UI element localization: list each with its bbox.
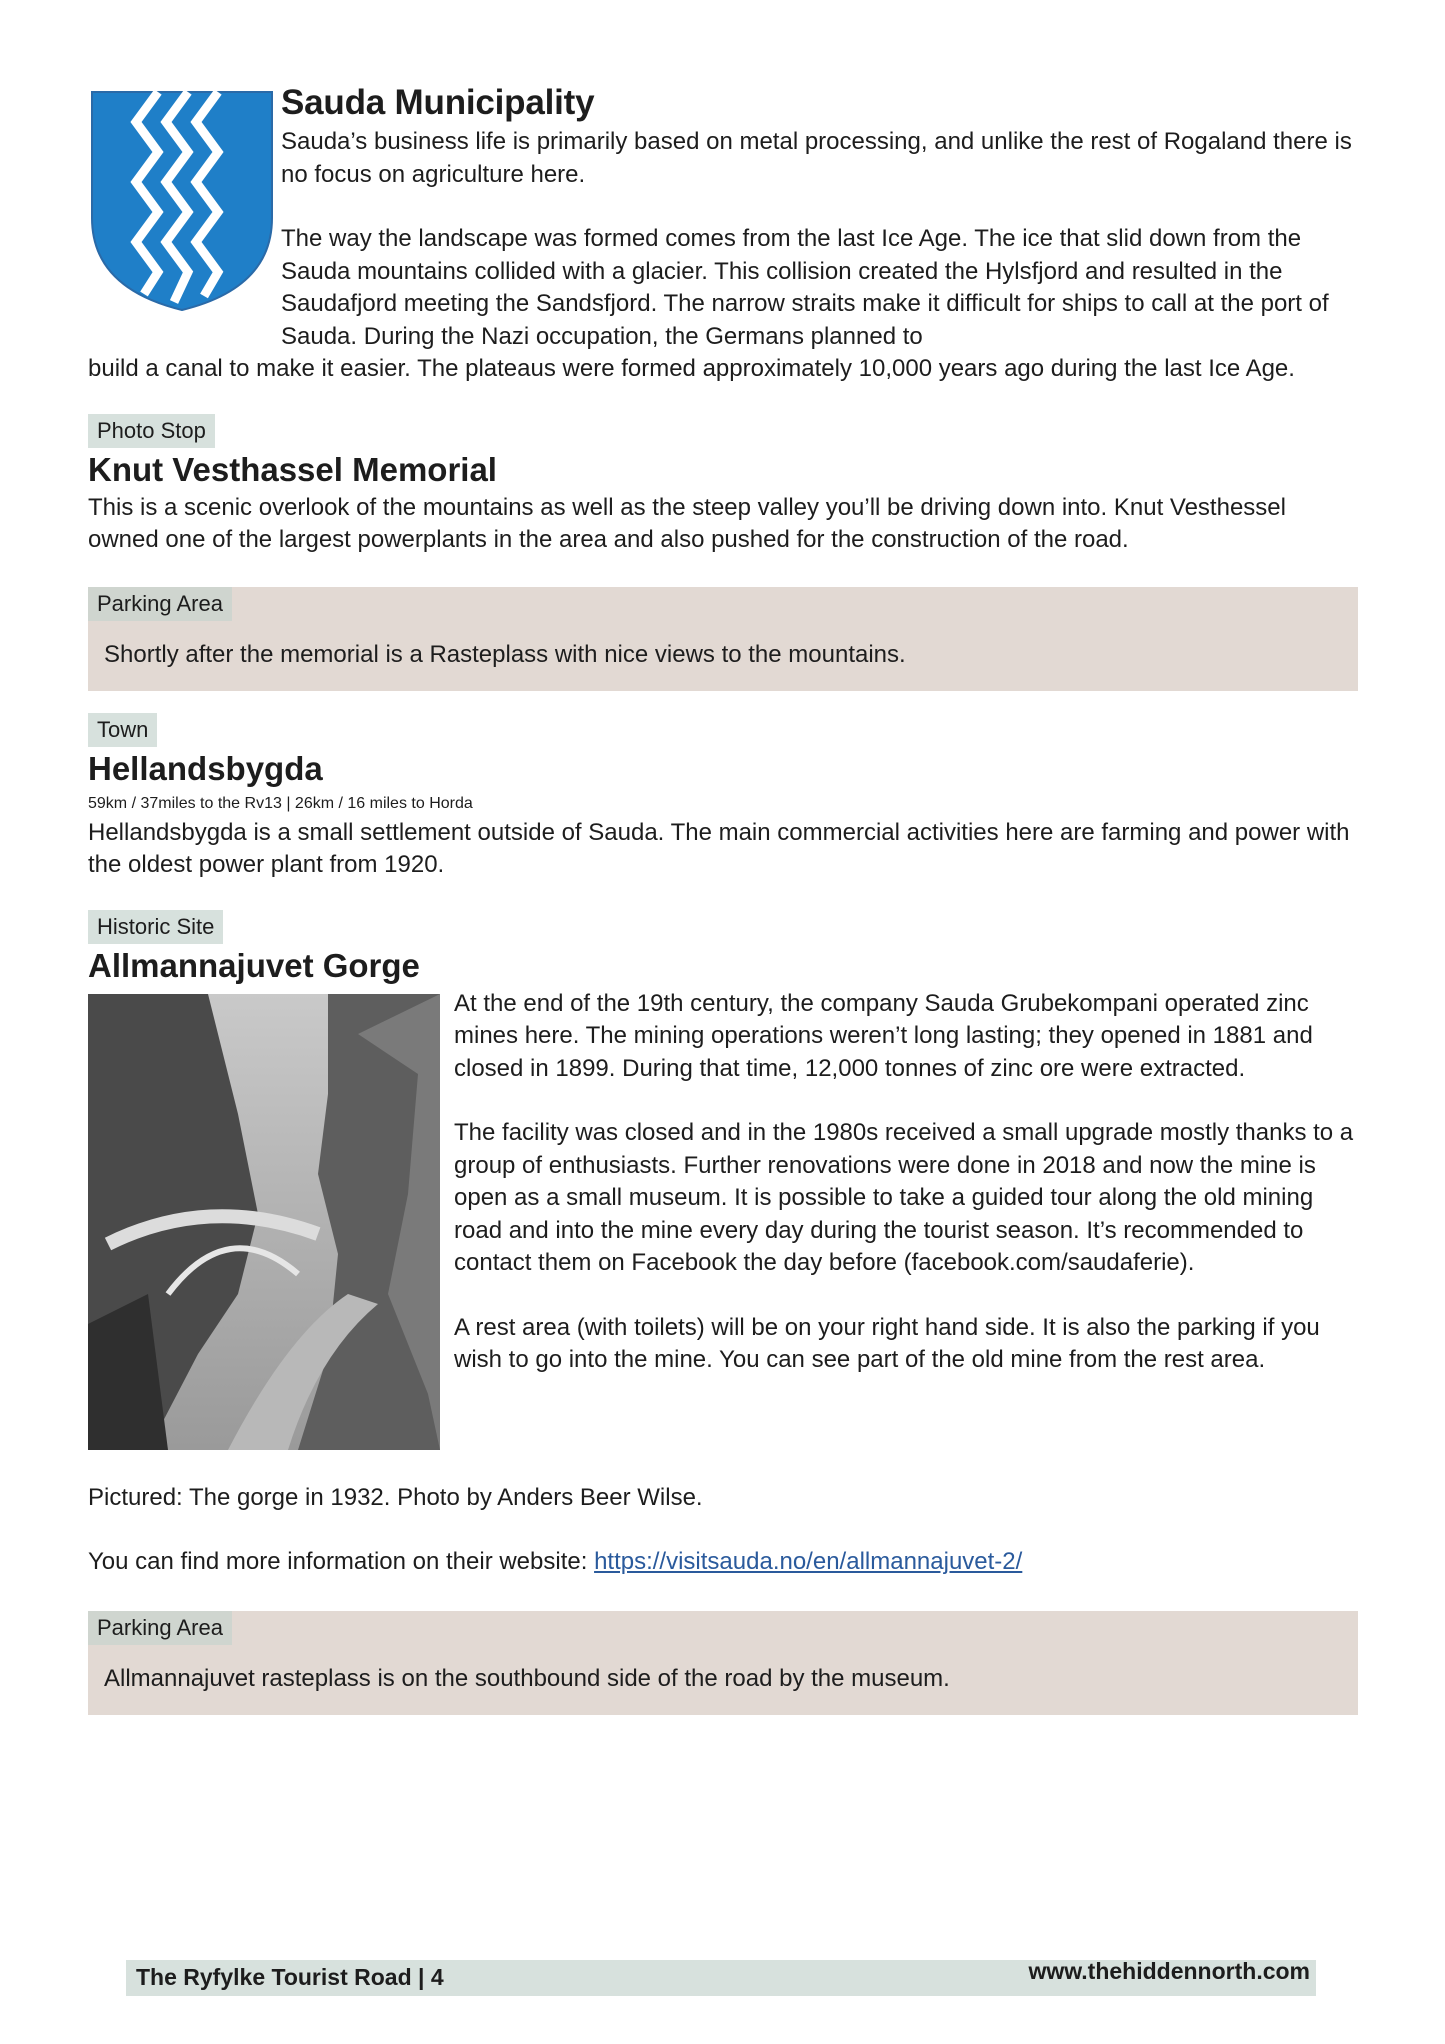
website-prefix: You can find more information on their website: (88, 1548, 595, 1575)
website-line (88, 1546, 1358, 1579)
section-text: Hellandsbygda is a small settlement outside of Sauda. The main commercial activities here are farming and power with the oldest power plant from 1920. (88, 818, 1350, 878)
town-section (88, 713, 1358, 882)
section-title: Hellandsbygda (88, 749, 323, 787)
category-tag: Historic Site (88, 910, 223, 944)
sauda-intro-section (88, 80, 1358, 386)
page-title: Sauda Municipality (281, 83, 595, 122)
parking-area-box (88, 587, 1358, 691)
section-text: This is a scenic overlook of the mountains as well as the steep valley you’ll be driving down into. Knut Vesthessel owned one of the largest powerplants in the area and also pushed for the construction of the road. (88, 493, 1286, 553)
intro-paragraph-2: The way the landscape was formed comes from the last Ice Age. The ice that slid down from the Sauda mountains collided with a glacier. This collision created the Hylsfjord and resulted in the Saudafjord meeting the Sandsfjord. The narrow straits make it difficult for ships to call at the port of Sauda. During the Nazi occupation, the Germans planned to (281, 225, 1329, 350)
website-link[interactable]: https://visitsauda.no/en/allmannajuvet-2/ (594, 1548, 1023, 1575)
category-tag: Photo Stop (88, 414, 215, 448)
photo-caption: Pictured: The gorge in 1932. Photo by Anders Beer Wilse. (88, 1483, 703, 1511)
page-footer (126, 1960, 1316, 1996)
category-tag: Parking Area (88, 1611, 232, 1645)
parking-text: Allmannajuvet rasteplass is on the southbound side of the road by the museum. (104, 1664, 950, 1692)
gorge-paragraph-3: A rest area (with toilets) will be on your right hand side. It is also the parking if you wish to go into the mine. You can see part of the old mine from the rest area. (454, 1313, 1320, 1373)
gorge-paragraph-1: At the end of the 19th century, the company Sauda Grubekompani operated zinc mines here. The mining operations weren’t long lasting; they opened in 1881 and closed in 1899. During that time, 12,000 tonnes of zinc ore were extracted. (454, 989, 1313, 1082)
parking-text: Shortly after the memorial is a Rasteplass with nice views to the mountains. (104, 640, 906, 668)
footer-title: The Ryfylke Tourist Road | 4 (136, 1964, 444, 1990)
category-tag: Parking Area (88, 587, 232, 621)
gorge-section (88, 910, 1358, 1579)
memorial-section (88, 414, 1358, 557)
category-tag: Town (88, 713, 157, 747)
section-title: Knut Vesthassel Memorial (88, 450, 497, 488)
gorge-photo (88, 994, 440, 1450)
intro-paragraph-1: Sauda’s business life is primarily based on metal processing, and unlike the rest of Rogaland there is no focus on agriculture here. (281, 128, 1352, 188)
distance-line: 59km / 37miles to the Rv13 | 26km / 16 miles to Horda (88, 794, 473, 812)
page-content (88, 80, 1358, 1715)
gorge-paragraph-2: The facility was closed and in the 1980s received a small upgrade mostly thanks to a group of enthusiasts. Further renovations were done in 2018 and now the mine is open as a small museum. It is possible to take a guided tour along the old mining road and into the mine every day during the tourist season. It’s recommended to contact them on Facebook the day before (facebook.com/saudaferie). (454, 1119, 1354, 1276)
gorge-content (88, 988, 1358, 1450)
section-title: Allmannajuvet Gorge (88, 946, 420, 984)
sauda-coat-of-arms (88, 88, 276, 314)
parking-area-box (88, 1611, 1358, 1715)
footer-website[interactable]: www.thehiddennorth.com (1028, 1958, 1310, 1984)
intro-paragraph-2-continued: build a canal to make it easier. The plateaus were formed approximately 10,000 years ago during the last Ice Age. (88, 355, 1295, 382)
